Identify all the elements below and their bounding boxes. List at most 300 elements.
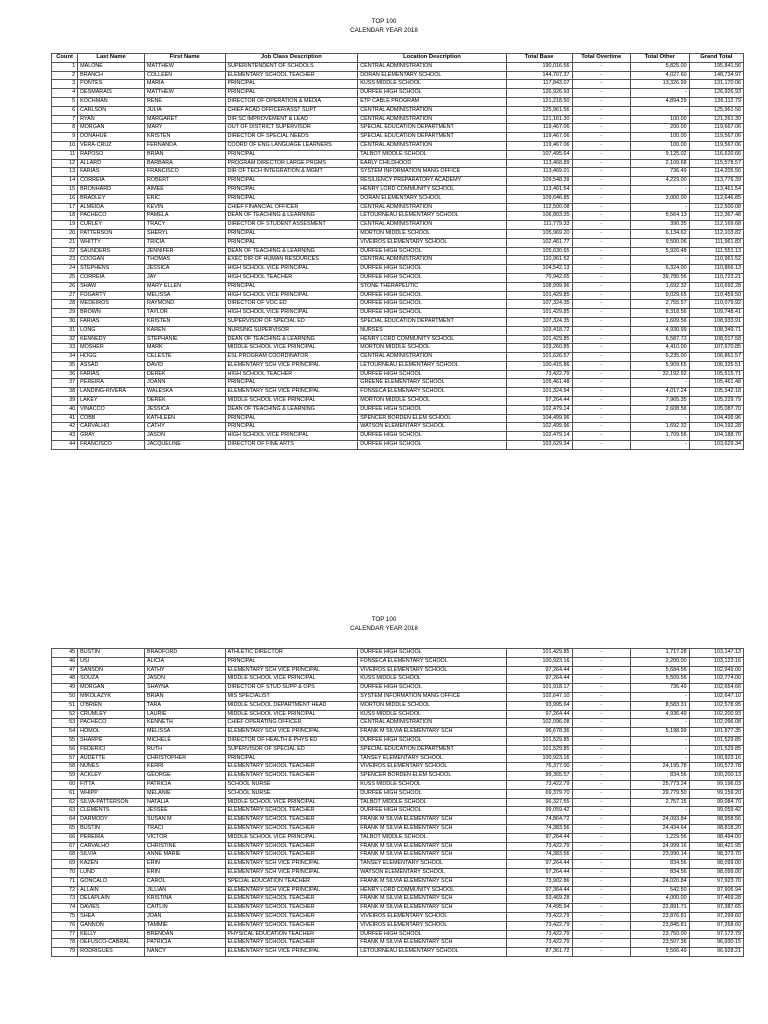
cell-total-base: 73,422.79: [506, 930, 572, 939]
cell-location: HENRY LORD COMMUNITY SCHOOL: [358, 335, 506, 344]
cell-job-class: SUPERVISOR OF SPECIAL ED: [225, 745, 358, 754]
cell-location: WATSON ELEMENTARY SCHOOL: [358, 423, 506, 432]
cell-location: KUSS MIDDLE SCHOOL: [358, 710, 506, 719]
cell-total-other: -: [631, 807, 690, 816]
cell-count: 59: [52, 772, 78, 781]
cell-first-name: CHRISTOPHER: [145, 754, 225, 763]
cell-first-name: MARK: [145, 344, 225, 353]
cell-grand-total: 126,112.79: [689, 97, 743, 106]
cell-total-other: 736.49: [631, 684, 690, 693]
cell-first-name: TRACY: [145, 221, 225, 230]
cell-total-other: 24,999.16: [631, 842, 690, 851]
cell-total-base: 103,629.34: [506, 441, 572, 450]
cell-count: 17: [52, 203, 78, 212]
cell-total-other: 100.00: [631, 115, 690, 124]
cell-count: 56: [52, 745, 78, 754]
cell-job-class: PRINCIPAL: [225, 423, 358, 432]
cell-total-other: 6,587.73: [631, 335, 690, 344]
cell-count: 20: [52, 229, 78, 238]
cell-last-name: FOGARTY: [78, 291, 145, 300]
cell-last-name: MIKOLAZYK: [78, 692, 145, 701]
cell-first-name: WALESKA: [145, 388, 225, 397]
cell-count: 63: [52, 807, 78, 816]
cell-grand-total: 125,961.56: [689, 106, 743, 115]
table-row: [52, 335, 744, 344]
cell-total-overtime: -: [572, 370, 631, 379]
cell-first-name: ERIN: [145, 860, 225, 869]
cell-location: SPECIAL EDUCATION DEPARTMENT: [358, 745, 506, 754]
cell-first-name: JASON: [145, 432, 225, 441]
table-row: [52, 886, 744, 895]
cell-grand-total: 100,923.16: [689, 754, 743, 763]
cell-location: EARLY CHILDHOOD: [358, 159, 506, 168]
cell-grand-total: 98,099.00: [689, 860, 743, 869]
cell-count: 11: [52, 150, 78, 159]
cell-total-base: 73,422.79: [506, 370, 572, 379]
table-row: [52, 798, 744, 807]
cell-job-class: ELEMENTARY SCHOOL TEACHER: [225, 763, 358, 772]
cell-last-name: CLEMENTS: [78, 807, 145, 816]
cell-first-name: DAVID: [145, 361, 225, 370]
cell-total-overtime: -: [572, 141, 631, 150]
table-row: [52, 745, 744, 754]
cell-job-class: PRINCIPAL: [225, 657, 358, 666]
cell-grand-total: 110,723.21: [689, 273, 743, 282]
table-row: [52, 71, 744, 80]
cell-last-name: MORGAN: [78, 684, 145, 693]
cell-job-class: ELEMENTARY SCHOOL TEACHER: [225, 824, 358, 833]
cell-job-class: ELEMENTARY SCH VICE PRINCIPAL: [225, 728, 358, 737]
cell-first-name: KATHLEEN: [145, 414, 225, 423]
cell-total-base: 93,469.28: [506, 895, 572, 904]
cell-job-class: MIDDLE SCHOOL VICE PRINCIPAL: [225, 344, 358, 353]
cell-total-base: 73,422.79: [506, 921, 572, 930]
cell-grand-total: 104,192.28: [689, 423, 743, 432]
cell-grand-total: 99,059.42: [689, 807, 743, 816]
table-row: [52, 265, 744, 274]
cell-location: TALBOT MIDDLE SCHOOL: [358, 150, 506, 159]
cell-count: 77: [52, 930, 78, 939]
cell-last-name: DARMODY: [78, 816, 145, 825]
cell-job-class: DIRECTOR OF HEALTH & PHYS ED: [225, 736, 358, 745]
cell-first-name: MARY ELLEN: [145, 282, 225, 291]
cell-job-class: ESL PROGRAM COORDINATOR: [225, 353, 358, 362]
cell-location: MORTON MIDDLE SCHOOL: [358, 701, 506, 710]
cell-job-class: ELEMENTARY SCHOOL TEACHER: [225, 895, 358, 904]
cell-first-name: JESSICA: [145, 405, 225, 414]
cell-total-base: 103,418.72: [506, 326, 572, 335]
cell-total-other: 4,229.00: [631, 177, 690, 186]
cell-count: 50: [52, 692, 78, 701]
cell-total-base: 74,864.72: [506, 816, 572, 825]
cell-first-name: JACQUELINE: [145, 441, 225, 450]
cell-first-name: THOMAS: [145, 256, 225, 265]
table-row: [52, 780, 744, 789]
cell-first-name: TRICIA: [145, 238, 225, 247]
cell-total-overtime: -: [572, 948, 631, 957]
cell-job-class: PRINCIPAL: [225, 229, 358, 238]
cell-total-overtime: -: [572, 89, 631, 98]
cell-first-name: FERNANDA: [145, 141, 225, 150]
cell-location: DORAN ELEMENTARY SCHOOL: [358, 71, 506, 80]
cell-job-class: MIDDLE SCHOOL VICE PRINCIPAL: [225, 675, 358, 684]
cell-count: 8: [52, 124, 78, 133]
cell-count: 79: [52, 948, 78, 957]
cell-first-name: VICTOR: [145, 833, 225, 842]
cell-grand-total: 97,268.60: [689, 921, 743, 930]
cell-total-base: 73,422.79: [506, 842, 572, 851]
cell-count: 32: [52, 335, 78, 344]
cell-location: VIVEIROS ELEMENTARY SCHOOL: [358, 912, 506, 921]
cell-count: 55: [52, 736, 78, 745]
table-row: [52, 423, 744, 432]
cell-job-class: PRINCIPAL: [225, 754, 358, 763]
cell-job-class: HIGH SCHOOL VICE PRINCIPAL: [225, 432, 358, 441]
cell-total-other: 4,410.00: [631, 344, 690, 353]
cell-total-other: 3,000.00: [631, 194, 690, 203]
cell-total-other: -: [631, 203, 690, 212]
cell-total-base: 97,264.44: [506, 397, 572, 406]
cell-first-name: PATRICIA: [145, 939, 225, 948]
cell-first-name: MELANIE: [145, 789, 225, 798]
cell-grand-total: 97,469.28: [689, 895, 743, 904]
cell-total-other: 9,500.06: [631, 238, 690, 247]
table-row: [52, 388, 744, 397]
cell-first-name: RENE: [145, 97, 225, 106]
cell-total-other: -: [631, 754, 690, 763]
table-row: [52, 326, 744, 335]
cell-total-overtime: -: [572, 772, 631, 781]
cell-total-other: 736.49: [631, 168, 690, 177]
cell-total-base: 119,467.06: [506, 141, 572, 150]
cell-location: DURFEE HIGH SCHOOL: [358, 309, 506, 318]
cell-first-name: CHRISTINE: [145, 842, 225, 851]
payroll-table-page1: [51, 53, 744, 450]
table-row: [52, 229, 744, 238]
cell-first-name: BRIAN: [145, 692, 225, 701]
cell-count: 33: [52, 344, 78, 353]
cell-grand-total: 97,923.70: [689, 877, 743, 886]
cell-total-other: 39,780.56: [631, 273, 690, 282]
cell-grand-total: 98,818.20: [689, 824, 743, 833]
cell-total-other: 834.56: [631, 772, 690, 781]
cell-count: 41: [52, 414, 78, 423]
table-row: [52, 851, 744, 860]
cell-count: 69: [52, 860, 78, 869]
cell-job-class: PHYSICAL EDUCATION TEACHER: [225, 930, 358, 939]
table-row: [52, 789, 744, 798]
table-row: [52, 692, 744, 701]
cell-last-name: SAUNDERS: [78, 247, 145, 256]
cell-grand-total: 104,499.96: [689, 414, 743, 423]
cell-grand-total: 99,084.70: [689, 798, 743, 807]
cell-last-name: FARIAS: [78, 168, 145, 177]
cell-total-base: 101,918.17: [506, 684, 572, 693]
cell-total-overtime: -: [572, 824, 631, 833]
cell-total-other: 7,965.35: [631, 397, 690, 406]
cell-count: 28: [52, 300, 78, 309]
cell-count: 16: [52, 194, 78, 203]
cell-last-name: DAVIES: [78, 904, 145, 913]
cell-grand-total: 96,928.21: [689, 948, 743, 957]
cell-first-name: SHERYL: [145, 229, 225, 238]
cell-grand-total: 148,734.97: [689, 71, 743, 80]
cell-last-name: LANDING-RIVERA: [78, 388, 145, 397]
cell-grand-total: 98,373.70: [689, 851, 743, 860]
cell-first-name: PAMELA: [145, 212, 225, 221]
cell-location: SYSTEM INFORMATION MANG OFFICE: [358, 692, 506, 701]
cell-location: HENRY LORD COMMUNITY SCHOOL: [358, 185, 506, 194]
cell-location: MORTON MIDDLE SCHOOL: [358, 229, 506, 238]
cell-last-name: CARVALHO: [78, 842, 145, 851]
table-row: [52, 141, 744, 150]
cell-count: 15: [52, 185, 78, 194]
cell-last-name: MORGAN: [78, 124, 145, 133]
cell-job-class: CHIEF OPERATING OFFICER: [225, 719, 358, 728]
cell-total-other: 2,109.68: [631, 159, 690, 168]
cell-total-overtime: -: [572, 414, 631, 423]
cell-count: 24: [52, 265, 78, 274]
cell-job-class: EXEC DIR OF HUMAN RESOURCES: [225, 256, 358, 265]
cell-count: 68: [52, 851, 78, 860]
cell-location: FRANK M SILVIA ELEMENTARY SCH: [358, 877, 506, 886]
cell-location: CENTRAL ADMINISTRATION: [358, 141, 506, 150]
cell-first-name: TARA: [145, 701, 225, 710]
cell-first-name: ALICIA: [145, 657, 225, 666]
cell-total-base: 117,843.07: [506, 80, 572, 89]
cell-total-other: -: [631, 89, 690, 98]
cell-first-name: RAYMOND: [145, 300, 225, 309]
cell-first-name: BRADFORD: [145, 649, 225, 658]
table-row: [52, 62, 744, 71]
cell-last-name: PEREIRA: [78, 833, 145, 842]
cell-last-name: CARVALHO: [78, 423, 145, 432]
table-row: [52, 939, 744, 948]
cell-total-base: 97,364.44: [506, 886, 572, 895]
cell-total-overtime: -: [572, 763, 631, 772]
cell-job-class: ELEMENTARY SCHOOL TEACHER: [225, 816, 358, 825]
cell-grand-total: 126,926.93: [689, 89, 743, 98]
cell-count: 2: [52, 71, 78, 80]
cell-total-base: 104,499.96: [506, 414, 572, 423]
cell-total-base: 125,961.56: [506, 106, 572, 115]
cell-total-base: 102,499.96: [506, 423, 572, 432]
cell-total-base: 99,365.57: [506, 772, 572, 781]
cell-count: 18: [52, 212, 78, 221]
cell-job-class: DIRECTOR OF STUDENT ASSESMENT: [225, 221, 358, 230]
cell-total-overtime: -: [572, 238, 631, 247]
cell-total-overtime: -: [572, 877, 631, 886]
cell-last-name: RYAN: [78, 115, 145, 124]
cell-count: 78: [52, 939, 78, 948]
cell-total-overtime: -: [572, 221, 631, 230]
cell-job-class: NURSING SUPERVISOR: [225, 326, 358, 335]
cell-first-name: KRISTEN: [145, 317, 225, 326]
table-row: [52, 300, 744, 309]
cell-total-other: -: [631, 256, 690, 265]
cell-count: 13: [52, 168, 78, 177]
cell-last-name: STEPHENS: [78, 265, 145, 274]
cell-total-other: 542.50: [631, 886, 690, 895]
cell-total-other: 24,093.84: [631, 816, 690, 825]
cell-first-name: MARGARET: [145, 115, 225, 124]
cell-last-name: WHIPP: [78, 789, 145, 798]
cell-total-overtime: -: [572, 106, 631, 115]
table-row: [52, 763, 744, 772]
cell-last-name: BRANCH: [78, 71, 145, 80]
table-row: [52, 649, 744, 658]
cell-last-name: ALMEIDA: [78, 203, 145, 212]
cell-last-name: ACKLEY: [78, 772, 145, 781]
cell-last-name: KENNEDY: [78, 335, 145, 344]
cell-last-name: VINACCO: [78, 405, 145, 414]
cell-total-base: 113,469.01: [506, 168, 572, 177]
cell-count: 10: [52, 141, 78, 150]
table-row: [52, 379, 744, 388]
cell-total-overtime: -: [572, 282, 631, 291]
table-row: [52, 405, 744, 414]
cell-total-overtime: -: [572, 789, 631, 798]
table-row: [52, 185, 744, 194]
cell-last-name: FRANCISCO: [78, 441, 145, 450]
cell-first-name: DEREK: [145, 397, 225, 406]
cell-location: CENTRAL ADMINISTRATION: [358, 203, 506, 212]
cell-total-overtime: -: [572, 115, 631, 124]
cell-total-base: 101,529.85: [506, 736, 572, 745]
cell-first-name: MARIA: [145, 80, 225, 89]
cell-job-class: DEAN OF TEACHING & LEARNING: [225, 405, 358, 414]
page2-title: TOP 100: [371, 616, 397, 623]
cell-grand-total: 105,461.48: [689, 379, 743, 388]
cell-grand-total: 108,349.71: [689, 326, 743, 335]
cell-grand-total: 110,079.92: [689, 300, 743, 309]
cell-total-overtime: -: [572, 798, 631, 807]
cell-total-other: 4,936.49: [631, 710, 690, 719]
cell-count: 61: [52, 789, 78, 798]
cell-location: TANSEY ELEMENTARY SCHOOL: [358, 754, 506, 763]
cell-last-name: BRADLEY: [78, 194, 145, 203]
header-job-class: Job Class Description: [225, 54, 358, 63]
cell-total-base: 113,461.54: [506, 185, 572, 194]
cell-last-name: CORREIA: [78, 177, 145, 186]
table-row: [52, 221, 744, 230]
cell-first-name: BARBARA: [145, 159, 225, 168]
cell-first-name: MARY: [145, 124, 225, 133]
cell-grand-total: 121,261.30: [689, 115, 743, 124]
cell-location: KUSS MIDDLE SCHOOL: [358, 780, 506, 789]
cell-total-base: 121,218.50: [506, 97, 572, 106]
cell-job-class: PRINCIPAL: [225, 89, 358, 98]
cell-location: TALBOT MIDDLE SCHOOL: [358, 798, 506, 807]
cell-count: 72: [52, 886, 78, 895]
cell-job-class: DIR OF TECH INTEGRATION & MGMT: [225, 168, 358, 177]
cell-count: 67: [52, 842, 78, 851]
cell-total-overtime: -: [572, 405, 631, 414]
table-row: [52, 860, 744, 869]
table-row: [52, 772, 744, 781]
table-row: [52, 921, 744, 930]
cell-total-other: 8,318.56: [631, 309, 690, 318]
cell-grand-total: 105,342.18: [689, 388, 743, 397]
table-row: [52, 80, 744, 89]
cell-total-other: 9,566.49: [631, 948, 690, 957]
cell-total-overtime: -: [572, 80, 631, 89]
cell-total-base: 103,260.85: [506, 344, 572, 353]
cell-location: FRANK M SILVIA ELEMENTARY SCH: [358, 842, 506, 851]
cell-location: FRANK M SILVIA ELEMENTARY SCH: [358, 851, 506, 860]
cell-first-name: TAYLOR: [145, 309, 225, 318]
cell-location: SPECIAL EDUCATION DEPARTMENT: [358, 317, 506, 326]
cell-location: SPENCER BORDEN ELEM SCHOOL: [358, 772, 506, 781]
cell-total-other: 23,750.00: [631, 930, 690, 939]
header-total-overtime: Total Overtime: [572, 54, 631, 63]
cell-last-name: SHEA: [78, 912, 145, 921]
cell-total-other: 1,229.56: [631, 833, 690, 842]
cell-grand-total: 107,670.85: [689, 344, 743, 353]
cell-grand-total: 111,551.13: [689, 247, 743, 256]
table-row: [52, 701, 744, 710]
table-row: [52, 397, 744, 406]
cell-first-name: JOANN: [145, 379, 225, 388]
cell-total-overtime: -: [572, 657, 631, 666]
cell-location: CENTRAL ADMINISTRATION: [358, 62, 506, 71]
cell-job-class: MIDDLE SCHOOL VICE PRINCIPAL: [225, 397, 358, 406]
cell-location: VIVEIROS ELEMENTARY SCHOOL: [358, 238, 506, 247]
cell-first-name: JASON: [145, 675, 225, 684]
cell-total-other: 23,845.81: [631, 921, 690, 930]
cell-first-name: BRIAN: [145, 150, 225, 159]
cell-location: FRANK M SILVIA ELEMENTARY SCH: [358, 816, 506, 825]
table-row: [52, 666, 744, 675]
cell-total-overtime: -: [572, 728, 631, 737]
cell-total-overtime: -: [572, 939, 631, 948]
cell-first-name: JULIA: [145, 106, 225, 115]
cell-first-name: CAROL: [145, 877, 225, 886]
cell-grand-total: 119,567.06: [689, 141, 743, 150]
cell-total-base: 97,264.44: [506, 675, 572, 684]
cell-count: 57: [52, 754, 78, 763]
cell-location: DURFEE HIGH SCHOOL: [358, 370, 506, 379]
cell-job-class: PRINCIPAL: [225, 177, 358, 186]
cell-total-other: 4,000.00: [631, 895, 690, 904]
table-row: [52, 282, 744, 291]
cell-first-name: SUSAN M: [145, 816, 225, 825]
cell-total-base: 102,096.08: [506, 719, 572, 728]
cell-total-base: 74,383.56: [506, 851, 572, 860]
cell-grand-total: 116,620.66: [689, 150, 743, 159]
cell-last-name: KAZEN: [78, 860, 145, 869]
cell-total-base: 111,779.33: [506, 221, 572, 230]
cell-count: 25: [52, 273, 78, 282]
cell-first-name: JOAN: [145, 912, 225, 921]
cell-job-class: ELEMENTARY SCHOOL TEACHER: [225, 772, 358, 781]
cell-count: 73: [52, 895, 78, 904]
cell-last-name: NUNES: [78, 763, 145, 772]
cell-location: DURFEE HIGH SCHOOL: [358, 930, 506, 939]
cell-total-other: 4,930.99: [631, 326, 690, 335]
cell-job-class: DIRECTOR OF FINE ARTS: [225, 441, 358, 450]
cell-total-overtime: -: [572, 212, 631, 221]
cell-total-base: 97,264.44: [506, 833, 572, 842]
cell-first-name: MELISSA: [145, 291, 225, 300]
cell-job-class: DIRECTOR OF OPERATION & MEDIA: [225, 97, 358, 106]
cell-total-overtime: -: [572, 397, 631, 406]
cell-total-other: 1,709.56: [631, 432, 690, 441]
cell-grand-total: 102,200.93: [689, 710, 743, 719]
cell-job-class: DEAN OF TEACHING & LEARNING: [225, 212, 358, 221]
cell-total-overtime: -: [572, 71, 631, 80]
cell-count: 35: [52, 361, 78, 370]
